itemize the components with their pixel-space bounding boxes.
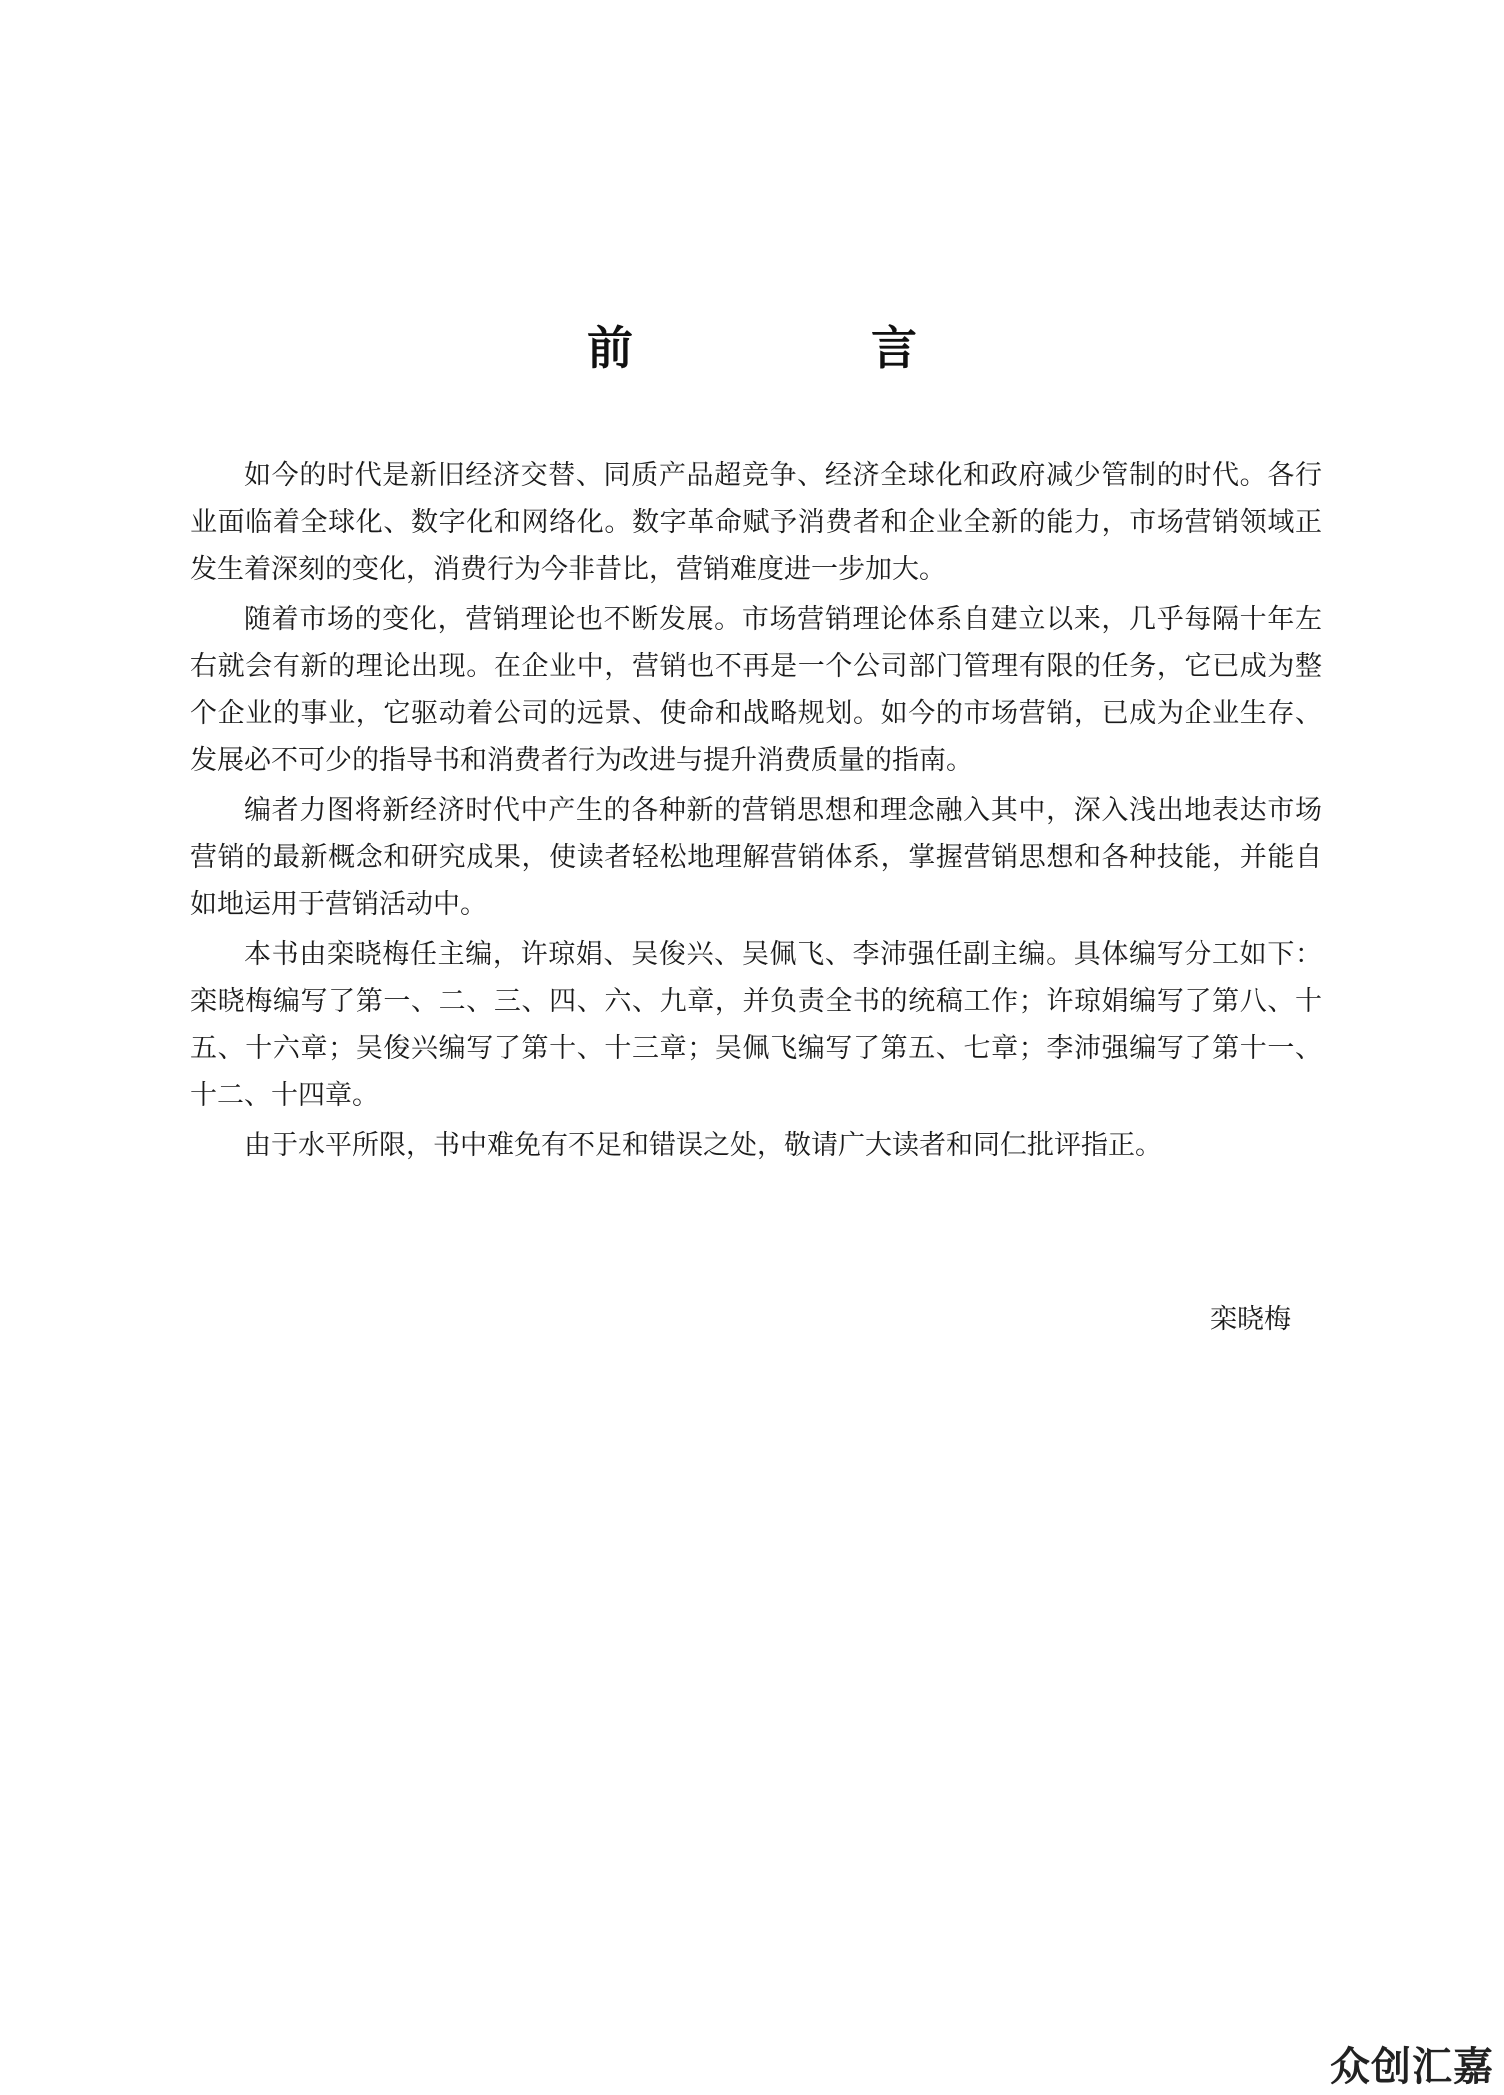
paragraph: 随着市场的变化，营销理论也不断发展。市场营销理论体系自建立以来，几乎每隔十年左右就会有新的理论出现。在企业中，营销也不再是一个公司部门管理有限的任务，它已成为整个企业的事业，它驱动着公司的远景、使命和战略规划。如今的市场营销，已成为企业生存、发展必不可少的指导书和消费者行为改进与提升消费质量的指南。 (190, 604, 1322, 776)
paragraph: 如今的时代是新旧经济交替、同质产品超竞争、经济全球化和政府减少管制的时代。各行业面临着全球化、数字化和网络化。数字革命赋予消费者和企业全新的能力，市场营销领域正发生着深刻的变化，消费行为今非昔比，营销难度进一步加大。 (190, 460, 1322, 585)
paragraph: 本书由栾晓梅任主编，许琼娟、吴俊兴、吴佩飞、李沛强任副主编。具体编写分工如下：栾晓梅编写了第一、二、三、四、六、九章，并负责全书的统稿工作；许琼娟编写了第八、十五、十六章；吴俊兴编写了第十、十三章；吴佩飞编写了第五、七章；李沛强编写了第十一、十二、十四章。 (190, 939, 1322, 1111)
author-signature: 栾晓梅 (1210, 1304, 1291, 1335)
page-title: 前 言 (587, 321, 1013, 375)
paragraph: 编者力图将新经济时代中产生的各种新的营销思想和理念融入其中，深入浅出地表达市场营销的最新概念和研究成果，使读者轻松地理解营销体系，掌握营销思想和各种技能，并能自如地运用于营销活动中。 (190, 795, 1322, 920)
watermark-logo: 众创汇嘉 (1330, 2044, 1494, 2090)
preface-body (190, 452, 1322, 1172)
paragraph: 由于水平所限，书中难免有不足和错误之处，敬请广大读者和同仁批评指正。 (244, 1130, 1162, 1161)
